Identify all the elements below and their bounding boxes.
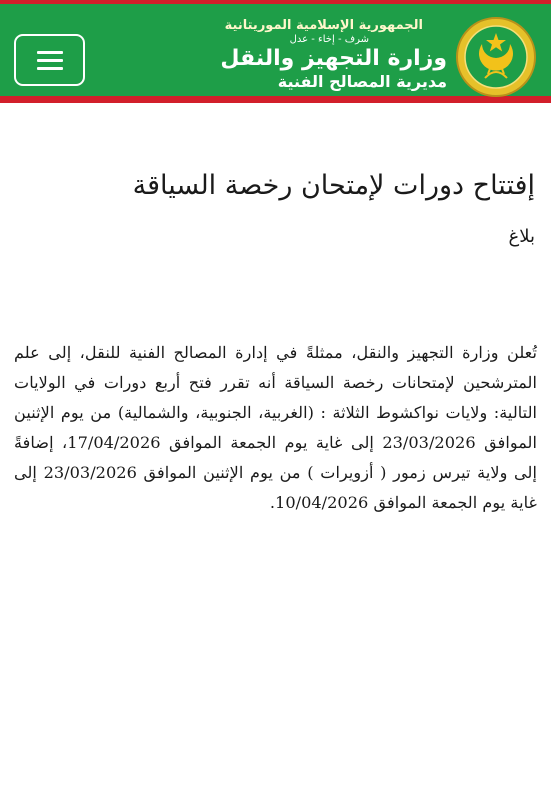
header-titles (220, 18, 447, 92)
site-header (0, 0, 551, 103)
announcement-body: تُعلن وزارة التجهيز والنقل، ممثلةً في إدارة المصالح الفنية للنقل، إلى علم المترشحين لإمتحانات رخصة السياقة أنه تقرر فتح أربع دورات في الولايات التالية: ولايات نواكشوط الثلاثة : (الغربية، الجنوبية، والشمالية) من يوم الإثنين الموافق 23/03/2026 إلى غاية يوم الجمعة الموافق 17/04/2026، إضافةً إلى ولاية تيرس زمور ( أزويرات ) من يوم الإثنين الموافق 23/03/2026 إلى غاية يوم الجمعة الموافق 10/04/2026. (14, 343, 537, 512)
announcement-label: بلاغ (508, 226, 535, 247)
national-emblem-icon[interactable] (455, 16, 537, 98)
republic-name: الجمهورية الإسلامية الموريتانية (224, 18, 423, 33)
menu-bar (37, 67, 63, 70)
page-title: إفتتاح دورات لإمتحان رخصة السياقة (132, 170, 535, 201)
ministry-name: وزارة التجهيز والنقل (220, 46, 447, 71)
hamburger-menu-icon[interactable] (14, 34, 85, 86)
menu-bar (37, 59, 63, 62)
directorate-name: مديرية المصالح الفنية (277, 72, 447, 91)
menu-bar (37, 51, 63, 54)
national-motto: شرف - إخاء - عدل (289, 34, 369, 45)
